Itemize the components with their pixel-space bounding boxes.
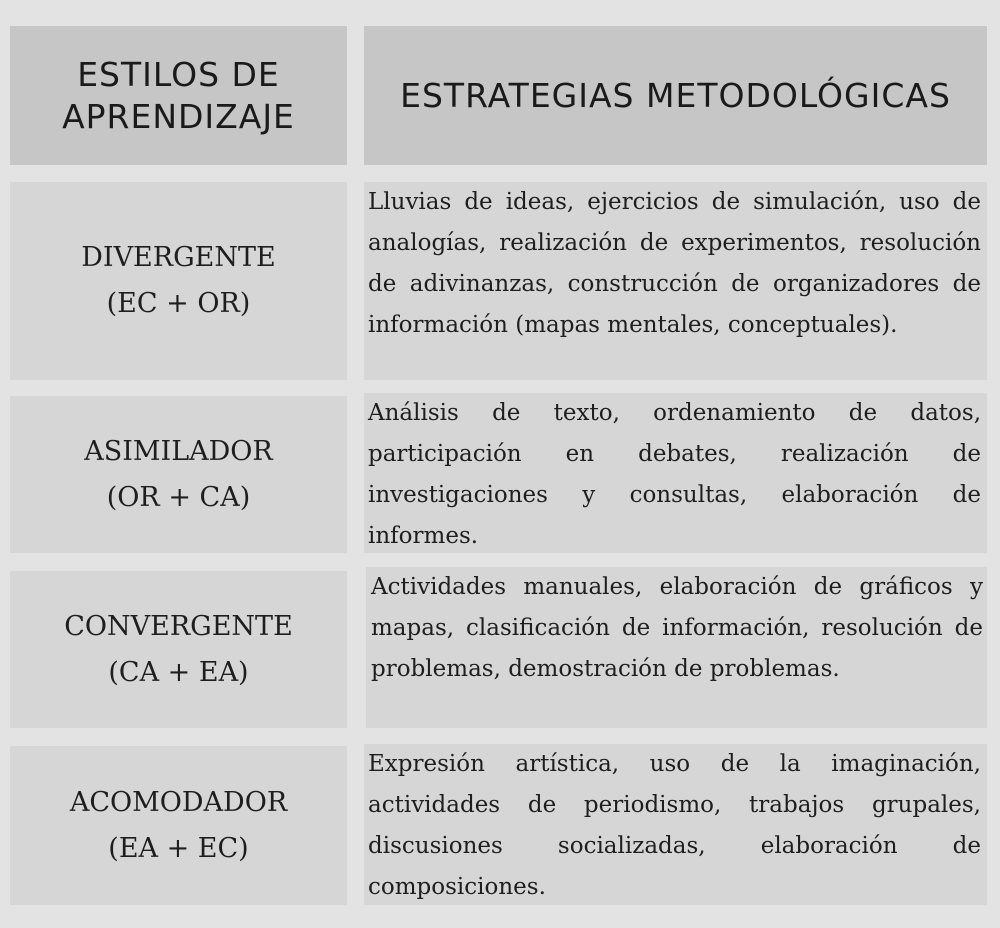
header-styles-line1: ESTILOS DE — [77, 54, 280, 94]
header-strategies-label: ESTRATEGIAS METODOLÓGICAS — [400, 76, 951, 115]
strategies-cell-acomodador — [364, 744, 987, 905]
style-cell-divergente — [10, 182, 347, 380]
style-name: CONVERGENTE — [64, 610, 293, 642]
style-name: ACOMODADOR — [69, 786, 288, 818]
style-code: (CA + EA) — [108, 656, 249, 688]
header-strategies-cell — [364, 26, 987, 165]
strategies-cell-convergente — [366, 567, 987, 728]
strategies-text: Análisis de texto, ordenamiento de datos, participación en debates, realización de investigaciones y consultas, elaboración de informes. — [368, 400, 981, 549]
strategies-text: Expresión artística, uso de la imaginación, actividades de periodismo, trabajos grupales, discusiones socializadas, elaboración de composiciones. — [368, 751, 981, 900]
style-cell-convergente — [10, 571, 347, 728]
style-name: DIVERGENTE — [81, 242, 276, 273]
style-cell-acomodador — [10, 746, 347, 905]
style-name: ASIMILADOR — [84, 435, 273, 467]
header-styles-cell — [10, 26, 347, 165]
style-code: (EA + EC) — [108, 832, 249, 864]
strategies-cell-asimilador — [364, 393, 987, 553]
style-cell-asimilador — [10, 396, 347, 553]
style-code: (EC + OR) — [106, 288, 251, 319]
strategies-cell-divergente — [364, 182, 987, 380]
strategies-text: Lluvias de ideas, ejercicios de simulación, uso de analogías, realización de experimentos, resolución de adivinanzas, construcción de organizadores de información (mapas mentales, conceptuales). — [368, 189, 981, 338]
strategies-text: Actividades manuales, elaboración de gráficos y mapas, clasificación de información, resolución de problemas, demostración de problemas. — [371, 574, 983, 682]
header-styles-line2: APRENDIZAJE — [62, 96, 295, 136]
style-code: (OR + CA) — [106, 481, 251, 513]
